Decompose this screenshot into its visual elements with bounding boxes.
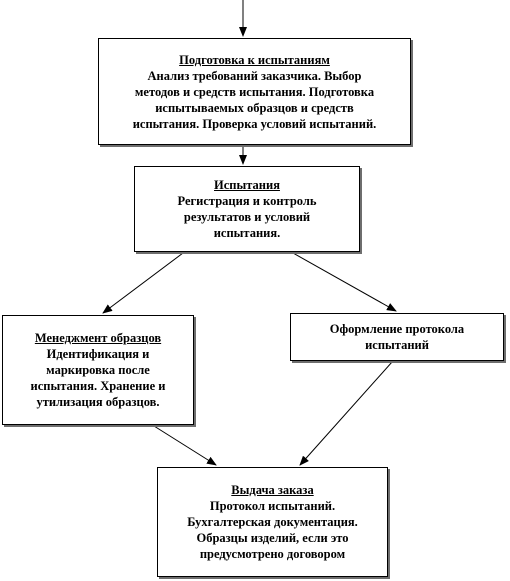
node-order	[157, 467, 388, 577]
node-order-title: Выдача заказа	[231, 483, 314, 497]
node-samples-title: Менеджмент образцов	[34, 331, 162, 345]
node-protocol	[290, 313, 504, 361]
node-protocol-line-2: испытаний	[365, 338, 429, 352]
node-samples	[2, 315, 194, 425]
node-preparation-line-3: испытываемых образцов и средств	[155, 100, 354, 115]
node-protocol-line-1: Оформление протокола	[329, 322, 465, 336]
node-testing-line-2: результатов и условий	[183, 210, 311, 224]
arrow-testing-to-protocol	[293, 253, 396, 311]
node-samples-line-4: утилизация образцов.	[36, 395, 160, 409]
node-testing	[134, 166, 360, 252]
node-testing-line-1: Регистрация и контроль	[177, 194, 317, 208]
arrow-testing-to-samples	[103, 253, 183, 313]
node-samples-line-3: испытания. Хранение и	[30, 379, 166, 393]
node-preparation-line-1: Анализ требований заказчика. Выбор	[147, 68, 362, 83]
node-order-line-2: Бухгалтерская документация.	[187, 515, 358, 529]
node-testing-line-3: испытания.	[213, 226, 281, 240]
node-preparation	[98, 38, 411, 145]
node-samples-line-1: Идентификация и	[46, 347, 150, 361]
node-order-line-1: Протокол испытаний.	[209, 499, 336, 513]
node-preparation-line-2: методов и средств испытания. Подготовка	[134, 84, 375, 99]
node-order-line-3: Образцы изделий, если это	[196, 531, 349, 545]
arrow-samples-to-order	[154, 426, 216, 465]
node-preparation-title: Подготовка к испытаниям	[179, 52, 330, 67]
node-order-line-4: предусмотрено договором	[199, 547, 346, 561]
node-samples-line-2: маркировка после	[46, 363, 150, 377]
node-testing-title: Испытания	[214, 178, 280, 192]
arrow-protocol-to-order	[300, 362, 392, 465]
node-preparation-line-4: испытания. Проверка условий испытаний.	[132, 116, 377, 131]
